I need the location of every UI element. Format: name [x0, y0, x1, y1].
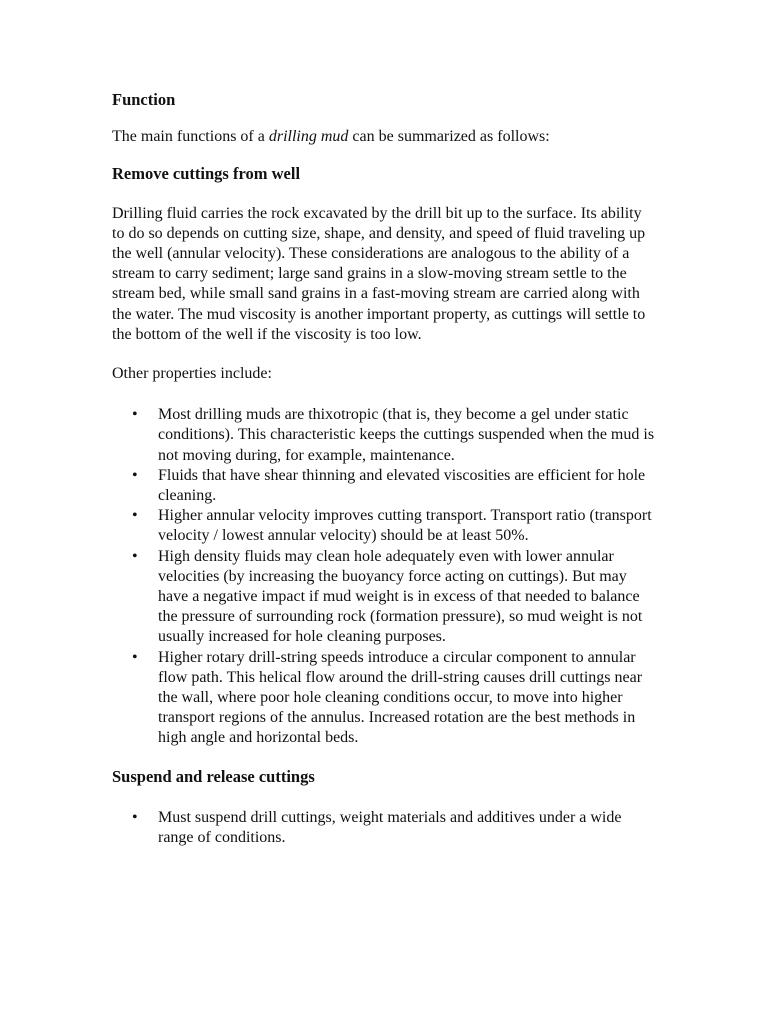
heading-suspend-release: Suspend and release cuttings [112, 766, 315, 786]
bullet-icon: • [132, 466, 138, 484]
properties-list [112, 405, 657, 748]
list-item [112, 808, 657, 848]
intro-paragraph [112, 127, 657, 147]
bullet-icon: • [132, 507, 138, 525]
intro-emphasis: drilling mud [268, 128, 349, 146]
list-item [112, 466, 657, 506]
intro-text-before: The main functions of a [112, 128, 269, 146]
list-item [112, 648, 657, 749]
list-item-text: Most drilling muds are thixotropic (that is, they become a gel under static conditions). This characteristic keeps the cuttings suspended when the mud is not moving during, for example, maintenance. [158, 406, 655, 464]
bullet-icon: • [132, 808, 138, 826]
suspend-list [112, 808, 657, 848]
list-item-text: Higher rotary drill-string speeds introduce a circular component to annular flow path. This helical flow around the drill-string causes drill cuttings near the wall, where poor hole cleaning conditions occur, to move into higher transport regions of the annulus. Increased rotation are the best methods in high angle and horizontal beds. [158, 648, 643, 747]
list-item-text: High density fluids may clean hole adequately even with lower annular velocities (by increasing the buoyancy force acting on cuttings). But may have a negative impact if mud weight is in excess of that needed to balance the pressure of surrounding rock (formation pressure), so mud weight is not usually increased for hole cleaning purposes. [158, 547, 643, 646]
document-body [112, 88, 657, 848]
list-item-text: Fluids that have shear thinning and elevated viscosities are efficient for hole cleaning. [158, 466, 646, 505]
paragraph-drilling-fluid: Drilling fluid carries the rock excavated by the drill bit up to the surface. Its ability to do so depends on cutting size, shape, and density, and speed of fluid traveling up the well (annular velocity). These considerations are analogous to the ability of a stream to carry sediment; large sand grains in a slow-moving stream settle to the stream bed, while small sand grains in a fast-moving stream are carried along with the water. The mud viscosity is another important property, as cuttings will settle to the bottom of the well if the viscosity is too low. [112, 204, 646, 343]
bullet-icon: • [132, 547, 138, 565]
other-properties-label: Other properties include: [112, 365, 272, 383]
bullet-icon: • [132, 648, 138, 666]
heading-function: Function [112, 90, 176, 109]
list-item [112, 506, 657, 546]
list-item-text: Must suspend drill cuttings, weight materials and additives under a wide range of conditions. [158, 808, 622, 847]
bullet-icon: • [132, 406, 138, 424]
list-item [112, 547, 657, 648]
list-item-text: Higher annular velocity improves cutting transport. Transport ratio (transport velocity / lowest annular velocity) should be at least 50%. [158, 507, 652, 545]
intro-text-after: can be summarized as follows: [348, 128, 550, 146]
list-item [112, 405, 657, 466]
heading-remove-cuttings: Remove cuttings from well [112, 164, 301, 184]
